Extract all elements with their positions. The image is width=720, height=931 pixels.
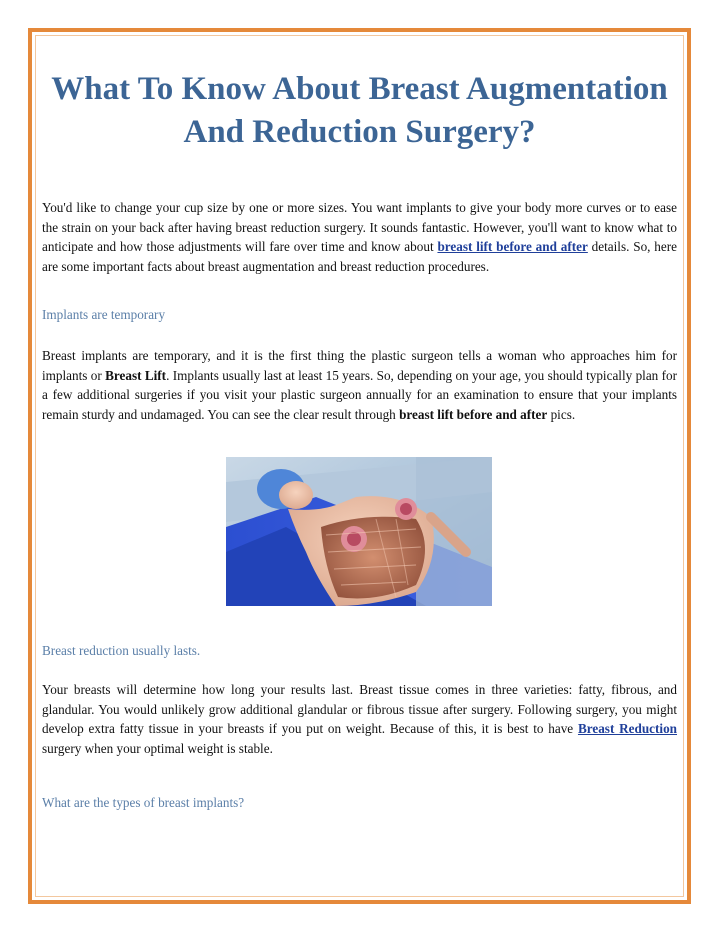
breast-lift-before-after-link[interactable]: breast lift before and after [437,239,588,254]
implants-text-1: Breast implants are temporary, and it is the first thing the plastic surgeon tells a woman who approaches him for implants or [42,348,677,383]
intro-paragraph [42,198,677,276]
reduction-text-1: Your breasts will determine how long your results last. Breast tissue comes in three varieties: fatty, fibrous, and glandular. You would unlikely grow additional glandular or fibrous tissue after surgery. Following surgery, you might develop extra fatty tissue in your breasts if you put on weight. Because of this, it is best to have [42,682,677,736]
section-heading-reduction-lasts: Breast reduction usually lasts. [42,643,201,658]
figure-container [42,457,677,606]
reduction-paragraph [42,680,677,758]
document-title: What To Know About Breast Augmentation And Reduction Surgery? [51,71,668,150]
section-heading-implants-temporary: Implants are temporary [42,307,166,322]
breast-reduction-link[interactable]: Breast Reduction [577,721,678,736]
document-content [42,68,677,812]
anatomy-illustration [226,457,492,606]
implants-paragraph [42,346,677,424]
breast-lift-before-after-bold: breast lift before and after [399,406,548,422]
section-heading-implant-types: What are the types of breast implants? [42,795,245,810]
breast-lift-bold: Breast Lift [105,367,167,383]
implants-text-2: . Implants usually last at least 15 years. So, depending on your age, you should typically plan for a few additional surgeries if you visit your plastic surgeon annually for an examination to ensure that your implants remain sturdy and undamaged. You can see the clear result through [42,367,677,422]
reduction-text-2: surgery when your optimal weight is stable. [42,740,273,756]
intro-text-2: details. So, here are some important facts about breast augmentation and breast reduction procedures. [42,239,678,274]
intro-text-1: You'd like to change your cup size by one or more sizes. You want implants to give your body more curves or to ease the strain on your back after having breast reduction surgery. It sounds fantastic. However, you'll want to know what to anticipate and how those adjustments will fare over time and know about [42,200,677,254]
implants-text-3: pics. [547,406,576,422]
